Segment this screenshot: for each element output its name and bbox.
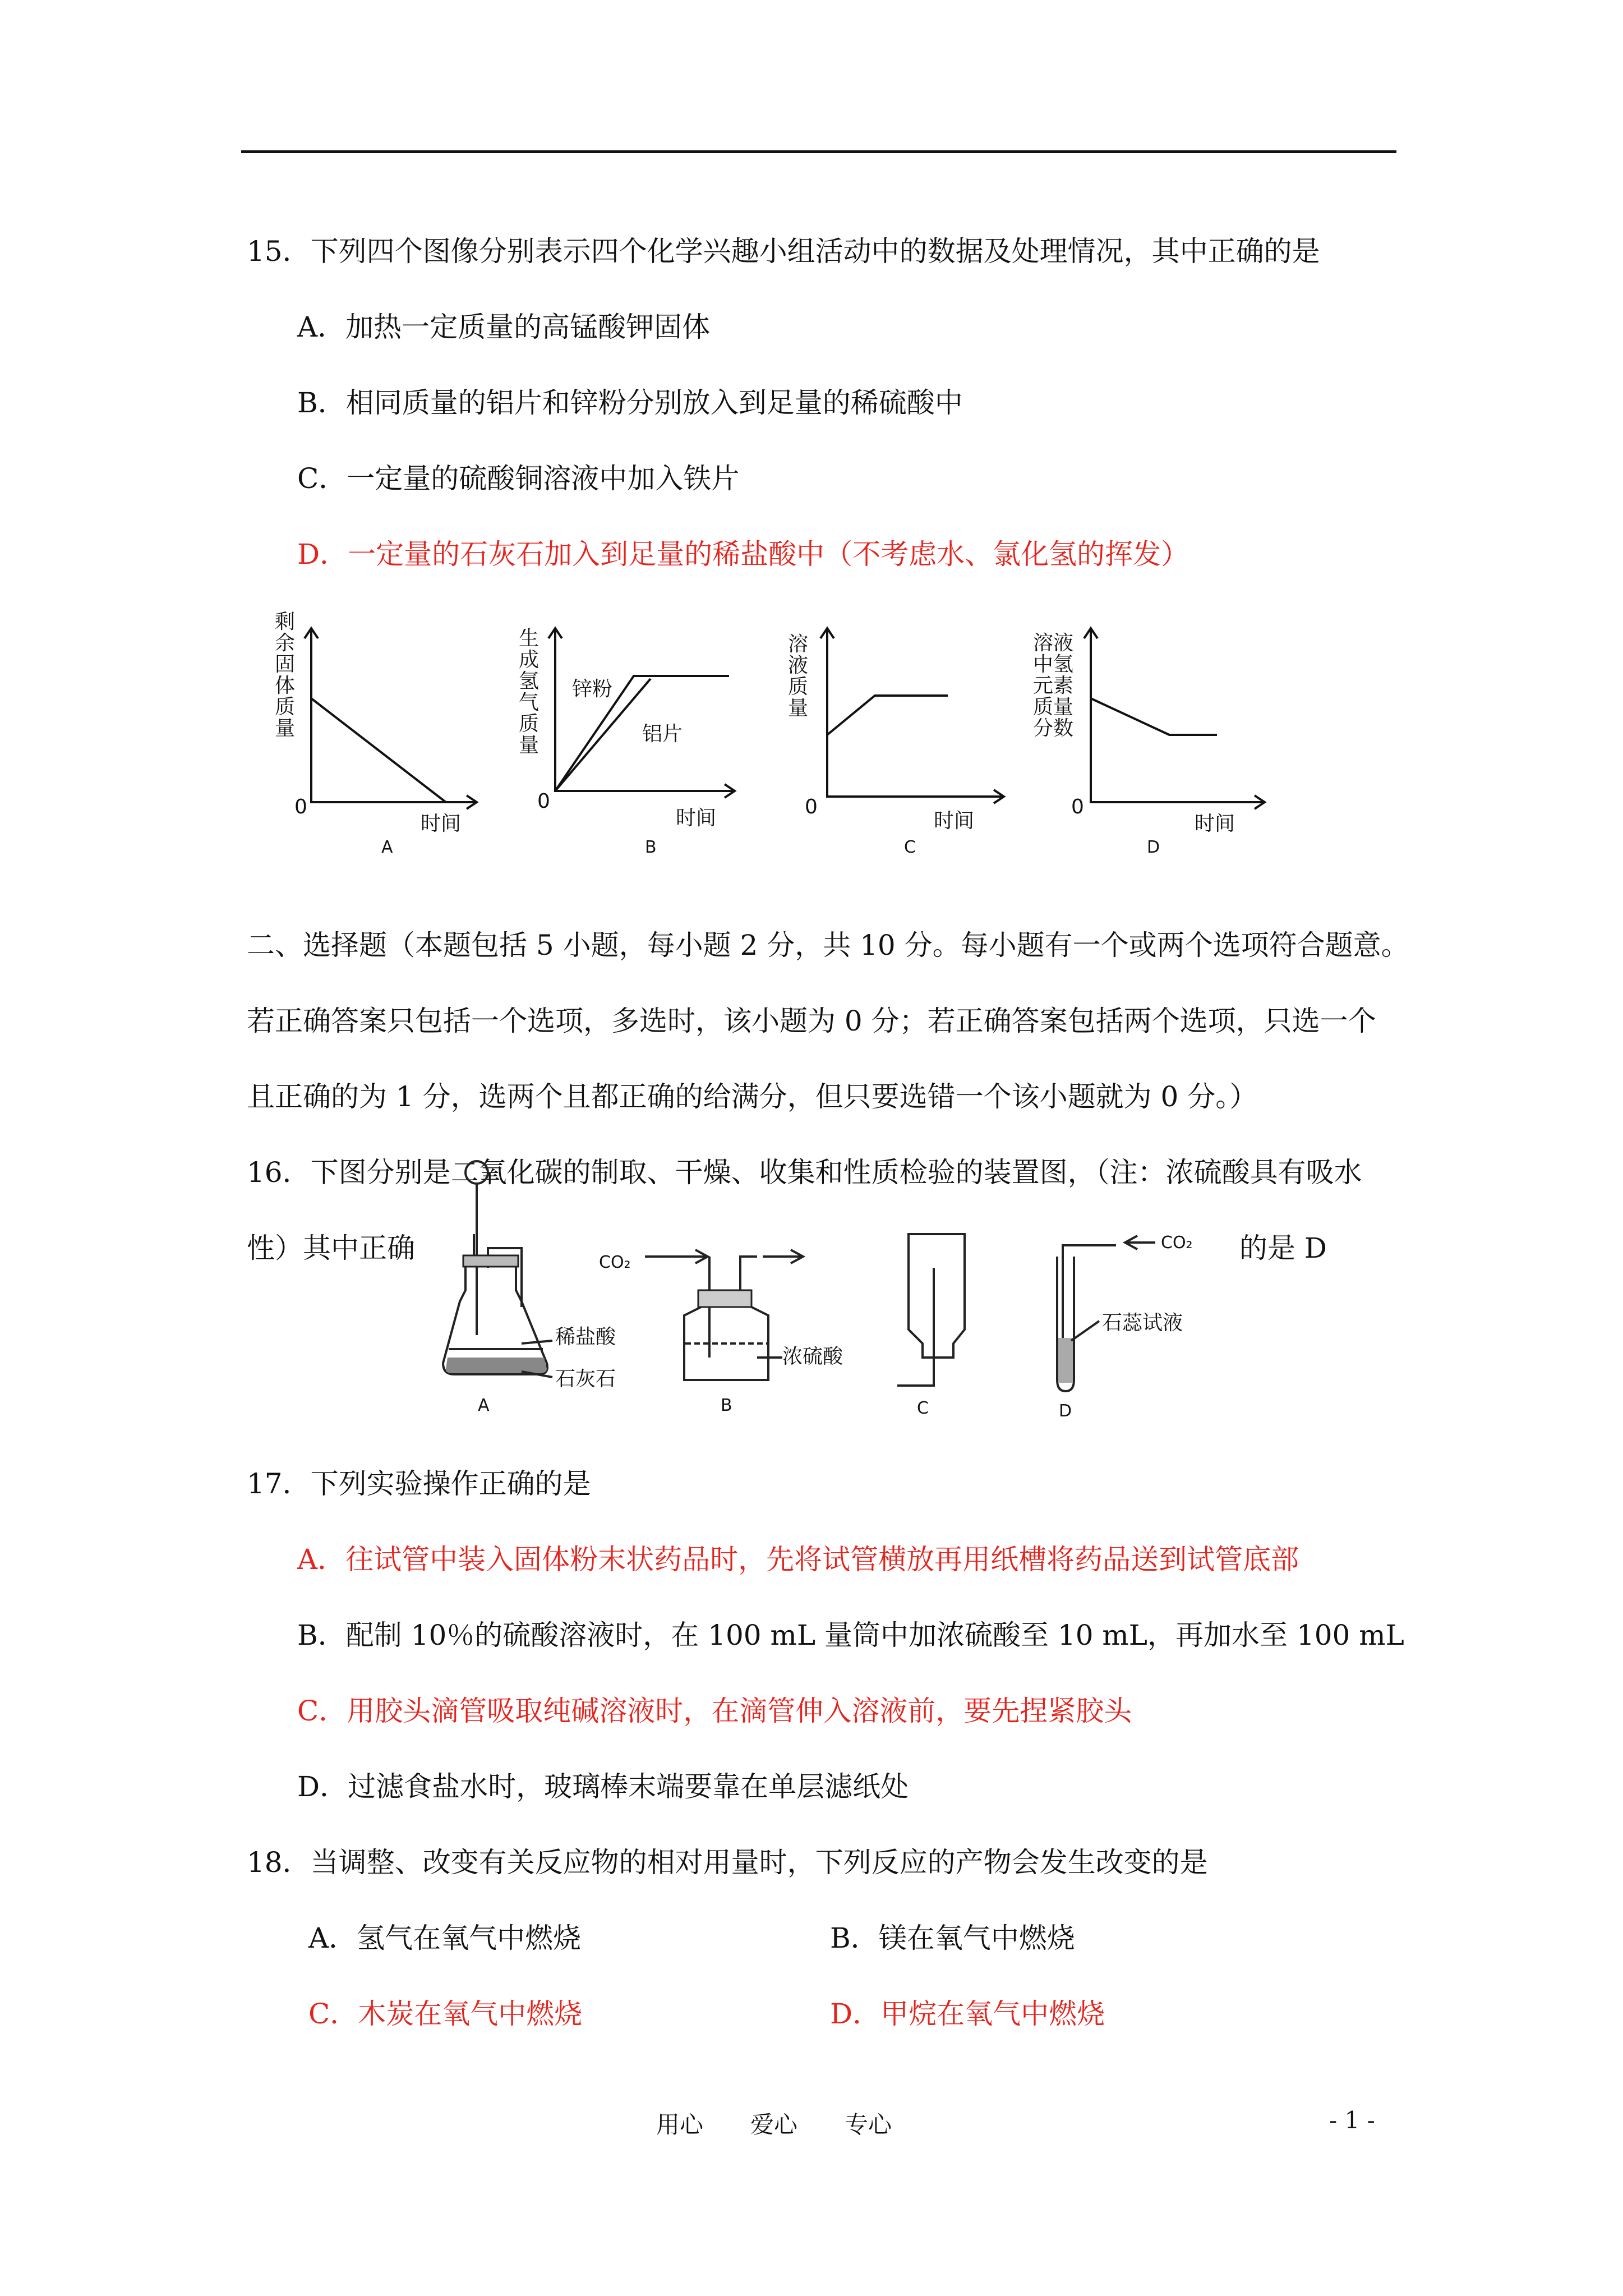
graph-c-origin: 0	[805, 795, 818, 818]
graph-b-ylabel-2: 成	[519, 648, 540, 671]
graph-d-caption: D	[1147, 838, 1160, 857]
graph-c-line	[827, 696, 948, 735]
q18-option-c: C．木炭在氧气中燃烧	[308, 1998, 583, 2030]
graph-d-xlabel: 时间	[1195, 812, 1235, 835]
graph-b-ylabel-4: 气	[519, 691, 540, 714]
graph-c-ylabel-3: 质	[788, 675, 809, 698]
q17-stem: 17．下列实验操作正确的是	[247, 1467, 591, 1500]
q15-option-c: C．一定量的硫酸铜溶液中加入铁片	[297, 462, 740, 495]
graph-d-ylabel-1: 溶液	[1033, 632, 1074, 655]
q15-stem: 15．下列四个图像分别表示四个化学兴趣小组活动中的数据及处理情况，其中正确的是	[247, 235, 1320, 268]
q15-option-b: B．相同质量的铝片和锌粉分别放入到足量的稀硫酸中	[297, 386, 963, 419]
graph-b-label-zinc: 锌粉	[572, 678, 613, 701]
graph-a-line	[311, 698, 446, 802]
graph-b-origin: 0	[537, 790, 550, 813]
graph-d-ylabel-3: 元素	[1033, 674, 1074, 697]
graph-a-origin: 0	[294, 795, 307, 818]
section2-line1: 二、选择题（本题包括 5 小题，每小题 2 分，共 10 分。每小题有一个或两个选项符合题意。	[247, 929, 1409, 961]
graph-d-axes	[1091, 628, 1265, 802]
footer-motto: 用心 爱心 专心	[656, 2111, 892, 2138]
q16-line1: 16．下图分别是二氧化碳的制取、干燥、收集和性质检验的装置图，（注：浓硫酸具有吸水	[247, 1156, 1362, 1189]
apparatus-b-gas: CO₂	[599, 1253, 631, 1272]
q18-option-a: A．氢气在氧气中燃烧	[308, 1922, 582, 1954]
graph-a-ylabel-6: 量	[275, 717, 296, 740]
q16-line2b: 的是 D	[1239, 1232, 1327, 1264]
graph-c-ylabel-4: 量	[788, 697, 809, 720]
graph-a-ylabel-2: 余	[275, 632, 296, 655]
apparatus-b-label: 浓硫酸	[782, 1345, 843, 1368]
graph-a-ylabel-5: 质	[275, 696, 296, 719]
graph-d-ylabel-4: 质量	[1033, 696, 1074, 719]
graph-a-ylabel-1: 剩	[275, 610, 296, 633]
graph-b-ylabel-6: 量	[519, 734, 540, 757]
q18-option-d: D．甲烷在氧气中燃烧	[830, 1998, 1105, 2030]
page-number: - 1 -	[1329, 2106, 1375, 2134]
graph-c-ylabel-2: 液	[788, 654, 809, 677]
section2-line3: 且正确的为 1 分，选两个且都正确的给满分，但只要选错一个该小题就为 0 分。）	[247, 1080, 1258, 1113]
graph-c-caption: C	[904, 838, 916, 857]
graph-d-ylabel-5: 分数	[1033, 717, 1074, 740]
graph-d	[1033, 628, 1265, 857]
graph-d-origin: 0	[1071, 795, 1084, 818]
graph-a-xlabel: 时间	[421, 812, 462, 835]
graph-a-caption: A	[381, 838, 393, 857]
apparatus-b-caption: B	[721, 1396, 732, 1415]
graph-c	[788, 628, 1004, 857]
q18-stem: 18．当调整、改变有关反应物的相对用量时，下列反应的产物会发生改变的是	[247, 1846, 1208, 1879]
graph-c-ylabel-1: 溶	[788, 633, 809, 656]
q17-option-d: D．过滤食盐水时，玻璃棒末端要靠在单层滤纸处	[297, 1770, 909, 1803]
graph-c-xlabel: 时间	[934, 809, 975, 832]
apparatus-d-label: 石蕊试液	[1102, 1312, 1183, 1335]
apparatus-d-gas: CO₂	[1161, 1233, 1193, 1253]
q15-option-a: A．加热一定质量的高锰酸钾固体	[297, 311, 711, 343]
graph-b-xlabel: 时间	[676, 807, 717, 830]
apparatus-c-caption: C	[917, 1398, 929, 1418]
apparatus-a-label2: 石灰石	[555, 1368, 616, 1391]
graph-a	[275, 610, 477, 857]
graph-b-label-aluminum: 铝片	[642, 723, 683, 746]
q17-option-c: C．用胶头滴管吸取纯碱溶液时，在滴管伸入溶液前，要先捏紧胶头	[297, 1695, 1132, 1727]
apparatus-d-caption: D	[1059, 1401, 1072, 1421]
graph-b-ylabel-5: 质	[519, 712, 540, 735]
graph-d-line	[1091, 698, 1217, 735]
q17-option-a: A．往试管中装入固体粉末状药品时，先将试管横放再用纸槽将药品送到试管底部	[297, 1543, 1299, 1576]
graph-b-ylabel-1: 生	[519, 627, 540, 650]
section2-line2: 若正确答案只包括一个选项，多选时，该小题为 0 分；若正确答案包括两个选项，只选一个	[247, 1005, 1376, 1037]
graph-d-ylabel-2: 中氢	[1033, 653, 1074, 676]
q17-option-b: B．配制 10％的硫酸溶液时，在 100 mL 量筒中加浓硫酸至 10 mL，再加水至 100 mL	[297, 1619, 1404, 1651]
apparatus-a-caption: A	[478, 1396, 490, 1415]
q15-option-d: D．一定量的石灰石加入到足量的稀盐酸中（不考虑水、氯化氢的挥发）	[297, 538, 1189, 570]
q18-option-b: B．镁在氧气中燃烧	[830, 1922, 1075, 1954]
graph-b-ylabel-3: 氢	[519, 670, 540, 693]
graph-b	[519, 627, 735, 857]
graph-a-ylabel-4: 体	[275, 674, 296, 697]
apparatus-a-label1: 稀盐酸	[555, 1326, 616, 1349]
graph-a-ylabel-3: 固	[275, 653, 296, 676]
graph-b-caption: B	[645, 838, 657, 857]
q16-line2a: 性）其中正确	[247, 1232, 415, 1264]
graph-b-axes	[555, 628, 735, 791]
graph-a-axes	[311, 628, 477, 802]
